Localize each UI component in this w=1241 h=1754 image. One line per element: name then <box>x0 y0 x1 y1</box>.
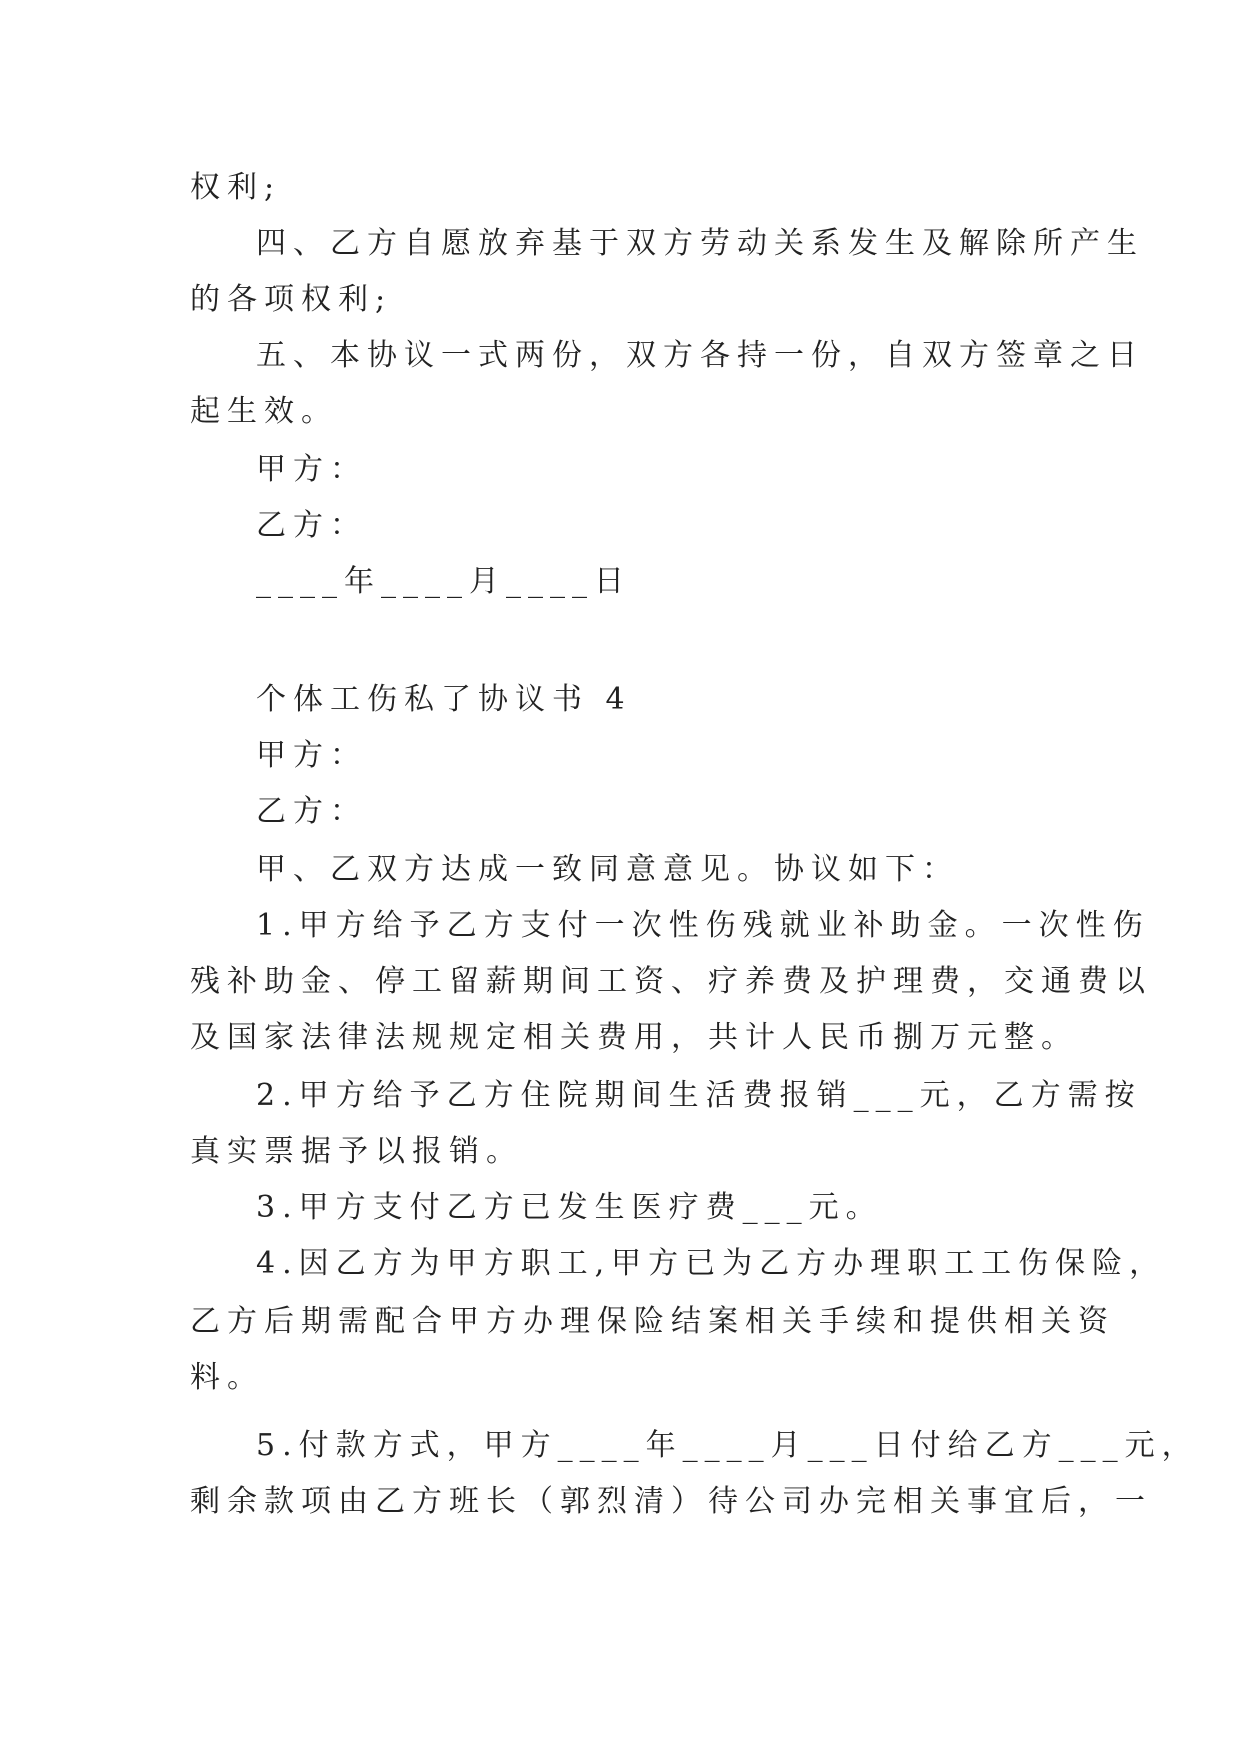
text-line: 4.因乙方为甲方职工,甲方已为乙方办理职工工伤保险， <box>256 1246 1167 1281</box>
text-line: 乙方后期需配合甲方办理保险结案相关手续和提供相关资 <box>190 1304 1115 1339</box>
text-line: 五、本协议一式两份，双方各持一份，自双方签章之日 <box>256 338 1144 373</box>
party-a-label: 甲方： <box>256 452 367 487</box>
section-title: 个体工伤私了协议书 4 <box>256 682 632 717</box>
text-line: 及国家法律法规规定相关费用，共计人民币捌万元整。 <box>190 1020 1078 1055</box>
text-line: 料。 <box>190 1360 264 1395</box>
text-line: 真实票据予以报销。 <box>190 1134 523 1169</box>
text-line: 5.付款方式，甲方____年____月___日付给乙方___元， <box>256 1428 1199 1463</box>
text-line: 甲、乙双方达成一致同意意见。协议如下： <box>256 852 959 887</box>
text-line: 四、乙方自愿放弃基于双方劳动关系发生及解除所产生 <box>256 226 1144 261</box>
text-line: 1.甲方给予乙方支付一次性伤残就业补助金。一次性伤 <box>256 908 1150 943</box>
date-line: ____年____月____日 <box>256 564 631 599</box>
text-line: 3.甲方支付乙方已发生医疗费___元。 <box>256 1190 883 1225</box>
party-b-label: 乙方： <box>256 508 367 543</box>
text-line: 起生效。 <box>190 394 338 429</box>
party-a-label: 甲方： <box>256 738 367 773</box>
party-b-label: 乙方： <box>256 794 367 829</box>
text-line: 的各项权利; <box>190 282 393 317</box>
text-line: 权利; <box>190 170 282 205</box>
text-line: 残补助金、停工留薪期间工资、疗养费及护理费，交通费以 <box>190 964 1152 999</box>
text-line: 2.甲方给予乙方住院期间生活费报销___元，乙方需按 <box>256 1078 1142 1113</box>
text-line: 剩余款项由乙方班长（郭烈清）待公司办完相关事宜后，一 <box>190 1484 1152 1519</box>
